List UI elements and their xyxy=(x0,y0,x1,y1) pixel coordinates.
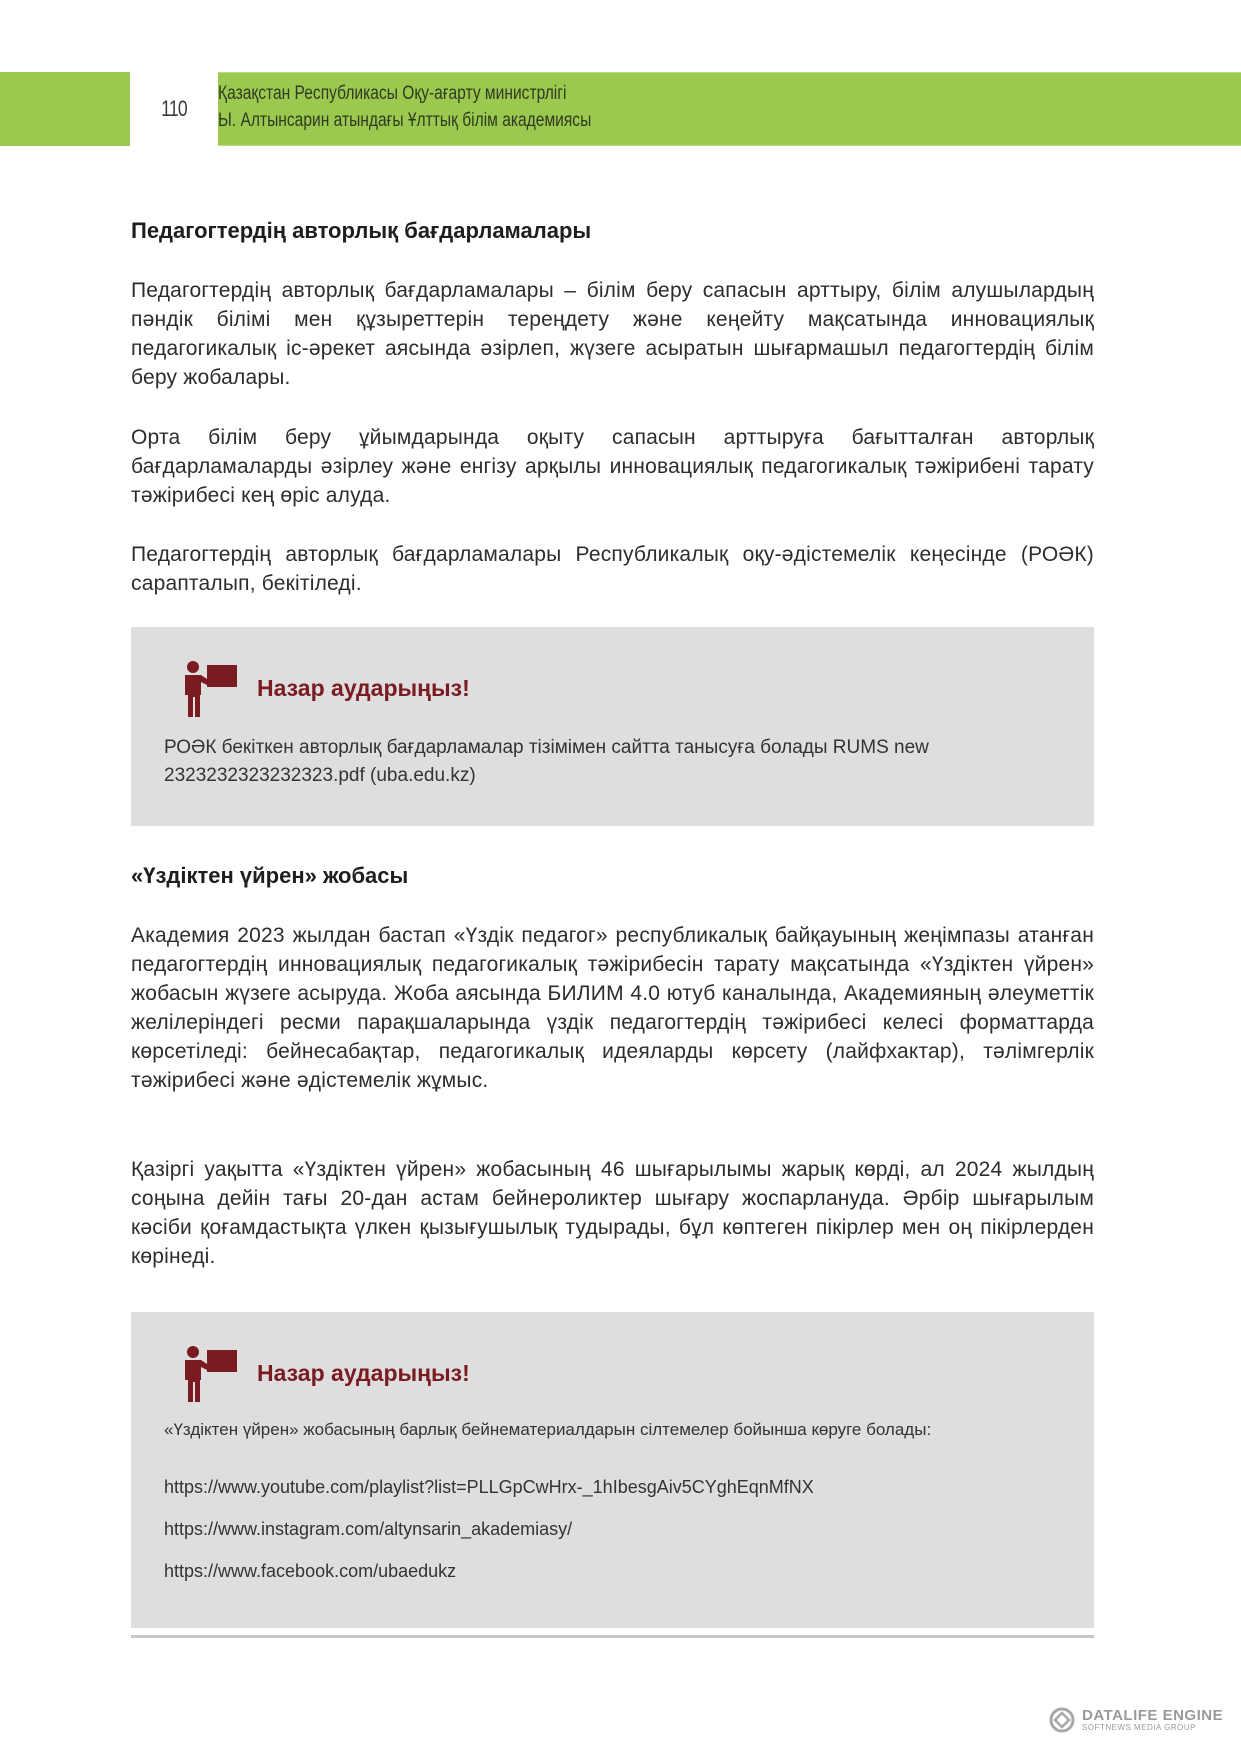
watermark xyxy=(1048,1706,1223,1734)
paragraph-text: Орта білім беру ұйымдарында оқыту сапасын арттыруға бағытталған авторлық бағдарламаларды әзірлеу және енгізу арқылы инновациялық педагогикалық тәжірибені тарату тәжірибесі кең өріс алуда. xyxy=(131,426,1094,507)
section-heading: Педагогтердің авторлық бағдарламалары xyxy=(131,218,592,243)
notice-title: Назар аударыңыз! xyxy=(257,1359,470,1386)
notice-title: Назар аударыңыз! xyxy=(257,674,470,701)
notice-header xyxy=(179,657,470,719)
paragraph xyxy=(131,423,1094,510)
datalife-logo-icon xyxy=(1048,1706,1076,1734)
page-number: 110 xyxy=(139,72,209,146)
bottom-divider xyxy=(131,1635,1094,1638)
watermark-title: DATALIFE ENGINE xyxy=(1082,1706,1224,1724)
section-author-programs xyxy=(131,218,1094,244)
youtube-link[interactable]: https://www.youtube.com/playlist?list=PLLGpCwHrx-_1hIbesgAiv5CYghEqnMfNX xyxy=(164,1477,814,1497)
teacher-board-icon xyxy=(179,1342,241,1404)
paragraph-text: Педагогтердің авторлық бағдарламалары – білім беру сапасын арттыру, білім алушылардың пәндік білімі мен құзыреттерін тереңдету және кеңейту мақсатында инновациялық педагогикалық іс-әрекет аясында әзірлеп, жүзеге асыратын шығармашыл педагогтердің білім беру жобалары. xyxy=(131,279,1094,389)
paragraph-text: Академия 2023 жылдан бастап «Үздік педагог» республикалық байқауының жеңімпазы атанған педагогтердің инновациялық педагогикалық тәжірибесін тарату мақсатында «Үздіктен үйрен» жобасын жүзеге асыруда. Жоба аясында БИЛИМ 4.0 ютуб каналында, Академияның әлеуметтік желілеріндегі ресми парақшаларында үздік педагогтердің тәжірибесі келесі форматтарда көрсетіледі: бейнесабақтар, педагогикалық идеяларды көрсету (лайфхактар), тәлімгерлік тәжірибесі және әдістемелік жұмыс. xyxy=(131,924,1094,1092)
header-academy: Ы. Алтынсарин атындағы Ұлттық білім академиясы xyxy=(218,110,592,131)
notice-header xyxy=(179,1342,470,1404)
notice-text: РОӘК бекіткен авторлық бағдарламалар тізімімен сайтта танысуға болады RUMS new 2323232323232323.pdf (uba.edu.kz) xyxy=(164,737,929,786)
facebook-link[interactable]: https://www.facebook.com/ubaedukz xyxy=(164,1561,457,1581)
notice-box xyxy=(131,627,1094,826)
paragraph xyxy=(131,921,1094,1095)
instagram-link[interactable]: https://www.instagram.com/altynsarin_akademiasy/ xyxy=(164,1519,573,1539)
paragraph-text: Педагогтердің авторлық бағдарламалары Республикалық оқу-әдістемелік кеңесінде (РОӘК) сарапталып, бекітіледі. xyxy=(131,543,1094,595)
paragraph xyxy=(131,276,1094,392)
notice-box xyxy=(131,1312,1094,1628)
watermark-subtitle: SOFTNEWS MEDIA GROUP xyxy=(1082,1722,1197,1732)
header-ministry: Қазақстан Республикасы Оқу-ағарту министрлігі xyxy=(218,83,567,104)
section-heading: «Үздіктен үйрен» жобасы xyxy=(131,863,409,888)
header-accent-block xyxy=(0,72,130,146)
notice-text: «Үздіктен үйрен» жобасының барлық бейнематериалдарын сілтемелер бойынша көруге болады: xyxy=(164,1420,932,1439)
paragraph xyxy=(131,540,1094,598)
paragraph-text: Қазіргі уақытта «Үздіктен үйрен» жобасының 46 шығарылымы жарық көрді, ал 2024 жылдың соңына дейін тағы 20-дан астам бейнероликтер шығару жоспарлануда. Әрбір шығарылым кәсіби қоғамдастықта үлкен қызығушылық тудырады, бұл көптеген пікірлер мен оң пікірлерден көрінеді. xyxy=(131,1158,1094,1268)
paragraph xyxy=(131,1155,1094,1271)
section-learn-from-best xyxy=(131,863,1094,889)
header-band xyxy=(218,72,1241,146)
teacher-board-icon xyxy=(179,657,241,719)
